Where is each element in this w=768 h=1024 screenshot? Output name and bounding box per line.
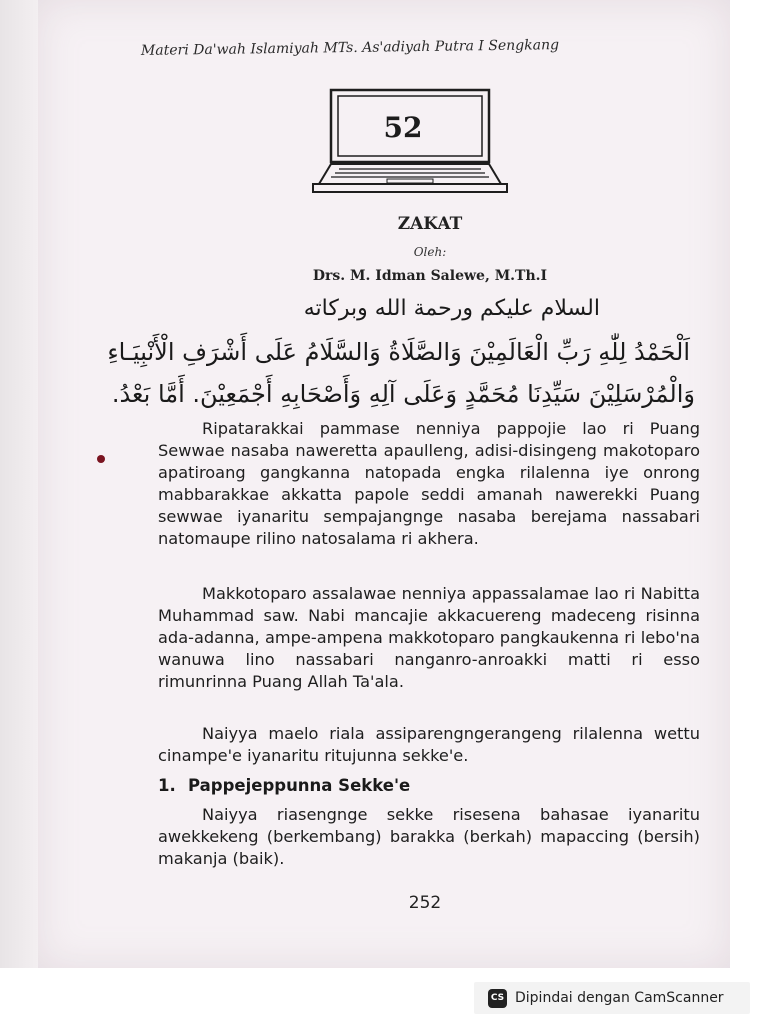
- running-header: Materi Da'wah Islamiyah MTs. As'adiyah Putra I Sengkang: [140, 37, 560, 59]
- camscanner-watermark: [474, 982, 750, 1014]
- page-gutter-shadow: [0, 0, 38, 968]
- author-label: Oleh:: [413, 245, 447, 259]
- page-number: 252: [408, 893, 442, 913]
- chapter-number: 52: [383, 111, 423, 144]
- chapter-title: ZAKAT: [397, 214, 463, 234]
- ink-stain: [97, 455, 105, 463]
- paragraph-1: Ripatarakkai pammase nenniya pappojie lao ri Puang Sewwae nasaba naweretta apaulleng, adisi-disingeng makotoparo apatiroang gangkanna natopada engka rilalenna iye onrong mabbarakkae akkatta papole seddi amanah nawerekki Puang sewwae iyanaritu sempajangnge nasaba berejama nassabari natomaupe rilino natosalama ri akhera.: [158, 419, 700, 548]
- section-number: 1.: [158, 776, 176, 795]
- author-name: Drs. M. Idman Salewe, M.Th.I: [312, 268, 548, 284]
- section-heading: [158, 776, 410, 795]
- arabic-opening-line-2: وَالْمُرْسَلِيْنَ سَيِّدِنَا مُحَمَّدٍ وَعَلَى آلِهِ وَأَصْحَابِهِ أَجْمَعِيْنَ. أَمَّا بَعْدُ.: [111, 380, 695, 408]
- paragraph-3: Naiyya maelo riala assiparengngerangeng rilalenna wettu cinampe'e iyanaritu ritujunna sekke'e.: [158, 724, 700, 765]
- arabic-greeting: السلام عليكم ورحمة الله وبركاته: [303, 296, 600, 321]
- paragraph-2: Makkotoparo assalawae nenniya appassalamae lao ri Nabitta Muhammad saw. Nabi mancajie akkacuereng madeceng risinna ada-adanna, ampe-ampena makkotoparo pangkaukenna ri lebo'na wanuwa lino nassabari nanganro-anroakki matti ri esso rimunrinna Puang Allah Ta'ala.: [158, 584, 700, 691]
- camscanner-text: Dipindai dengan CamScanner: [515, 990, 724, 1006]
- section-title: Pappejeppunna Sekke'e: [188, 776, 411, 795]
- camscanner-logo: CS: [488, 989, 507, 1008]
- arabic-opening-line-1: اَلْحَمْدُ لِلّٰهِ رَبِّ الْعَالَمِيْنَ وَالصَّلَاةُ وَالسَّلَامُ عَلَى أَشْرَفِ الْأَنْبِيَـاءِ: [107, 338, 690, 366]
- section-paragraph: Naiyya riasengnge sekke risesena bahasae iyanaritu awekkekeng (berkembang) barakka (berkah) mapaccing (bersih) makanja (baik).: [158, 805, 700, 868]
